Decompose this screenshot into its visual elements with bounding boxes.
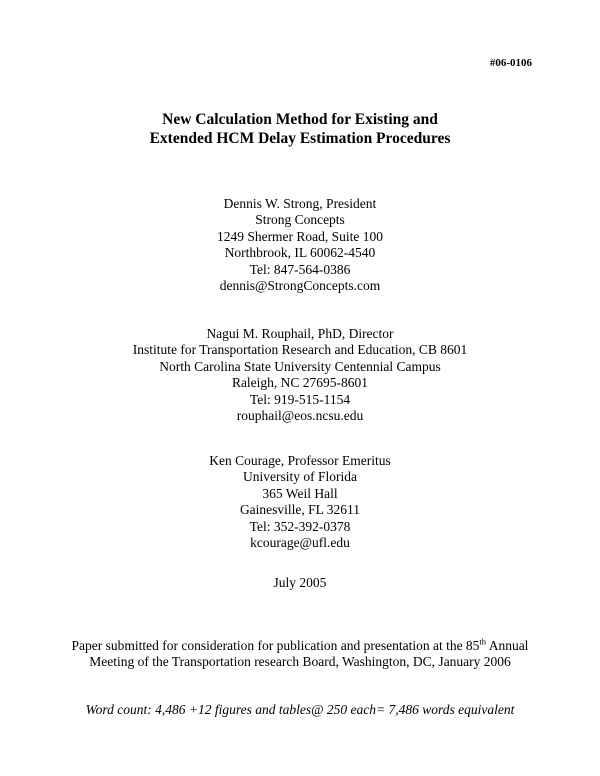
author-phone: Tel: 847-564-0386 (249, 261, 351, 277)
author-phone: Tel: 919-515-1154 (249, 391, 351, 407)
author-block-rouphail (0, 326, 600, 424)
author-city: Gainesville, FL 32611 (239, 502, 361, 518)
submission-line-1 (0, 638, 600, 654)
submission-note (0, 638, 600, 671)
title-line-2: Extended HCM Delay Estimation Procedures (149, 130, 451, 147)
author-name: Nagui M. Rouphail, PhD, Director (206, 326, 394, 341)
author-address: 365 Weil Hall (262, 485, 338, 501)
author-email: rouphail@eos.ncsu.edu (236, 408, 364, 424)
author-block-strong (0, 196, 600, 294)
author-campus: North Carolina State University Centennial Campus (159, 358, 441, 374)
paper-date: July 2005 (273, 575, 327, 590)
word-count: Word count: 4,486 +12 figures and tables@ 250 each= 7,486 words equivalent (85, 702, 515, 717)
ordinal-suffix: th (479, 636, 487, 647)
author-email: kcourage@ufl.edu (250, 535, 350, 551)
author-affiliation: Institute for Transportation Research and Education, CB 8601 (132, 342, 468, 358)
author-block-courage (0, 453, 600, 551)
author-name: Dennis W. Strong, President (223, 196, 377, 211)
title-line-1: New Calculation Method for Existing and (162, 111, 438, 128)
author-name: Ken Courage, Professor Emeritus (209, 453, 391, 468)
paper-id: #06-0106 (489, 57, 532, 69)
author-affiliation: Strong Concepts (255, 212, 345, 228)
author-city: Raleigh, NC 27695-8601 (231, 375, 369, 391)
author-address: 1249 Shermer Road, Suite 100 (216, 228, 384, 244)
author-email: dennis@StrongConcepts.com (219, 278, 381, 294)
author-affiliation: University of Florida (243, 469, 357, 485)
submission-line-2: Meeting of the Transportation research Board, Washington, DC, January 2006 (89, 654, 511, 670)
author-city: Northbrook, IL 60062-4540 (224, 245, 376, 261)
submission-text: Paper submitted for consideration for publication and presentation at the 85 (71, 638, 480, 653)
submission-text-end: Annual (486, 638, 529, 653)
paper-title (0, 110, 600, 148)
author-phone: Tel: 352-392-0378 (249, 518, 351, 534)
